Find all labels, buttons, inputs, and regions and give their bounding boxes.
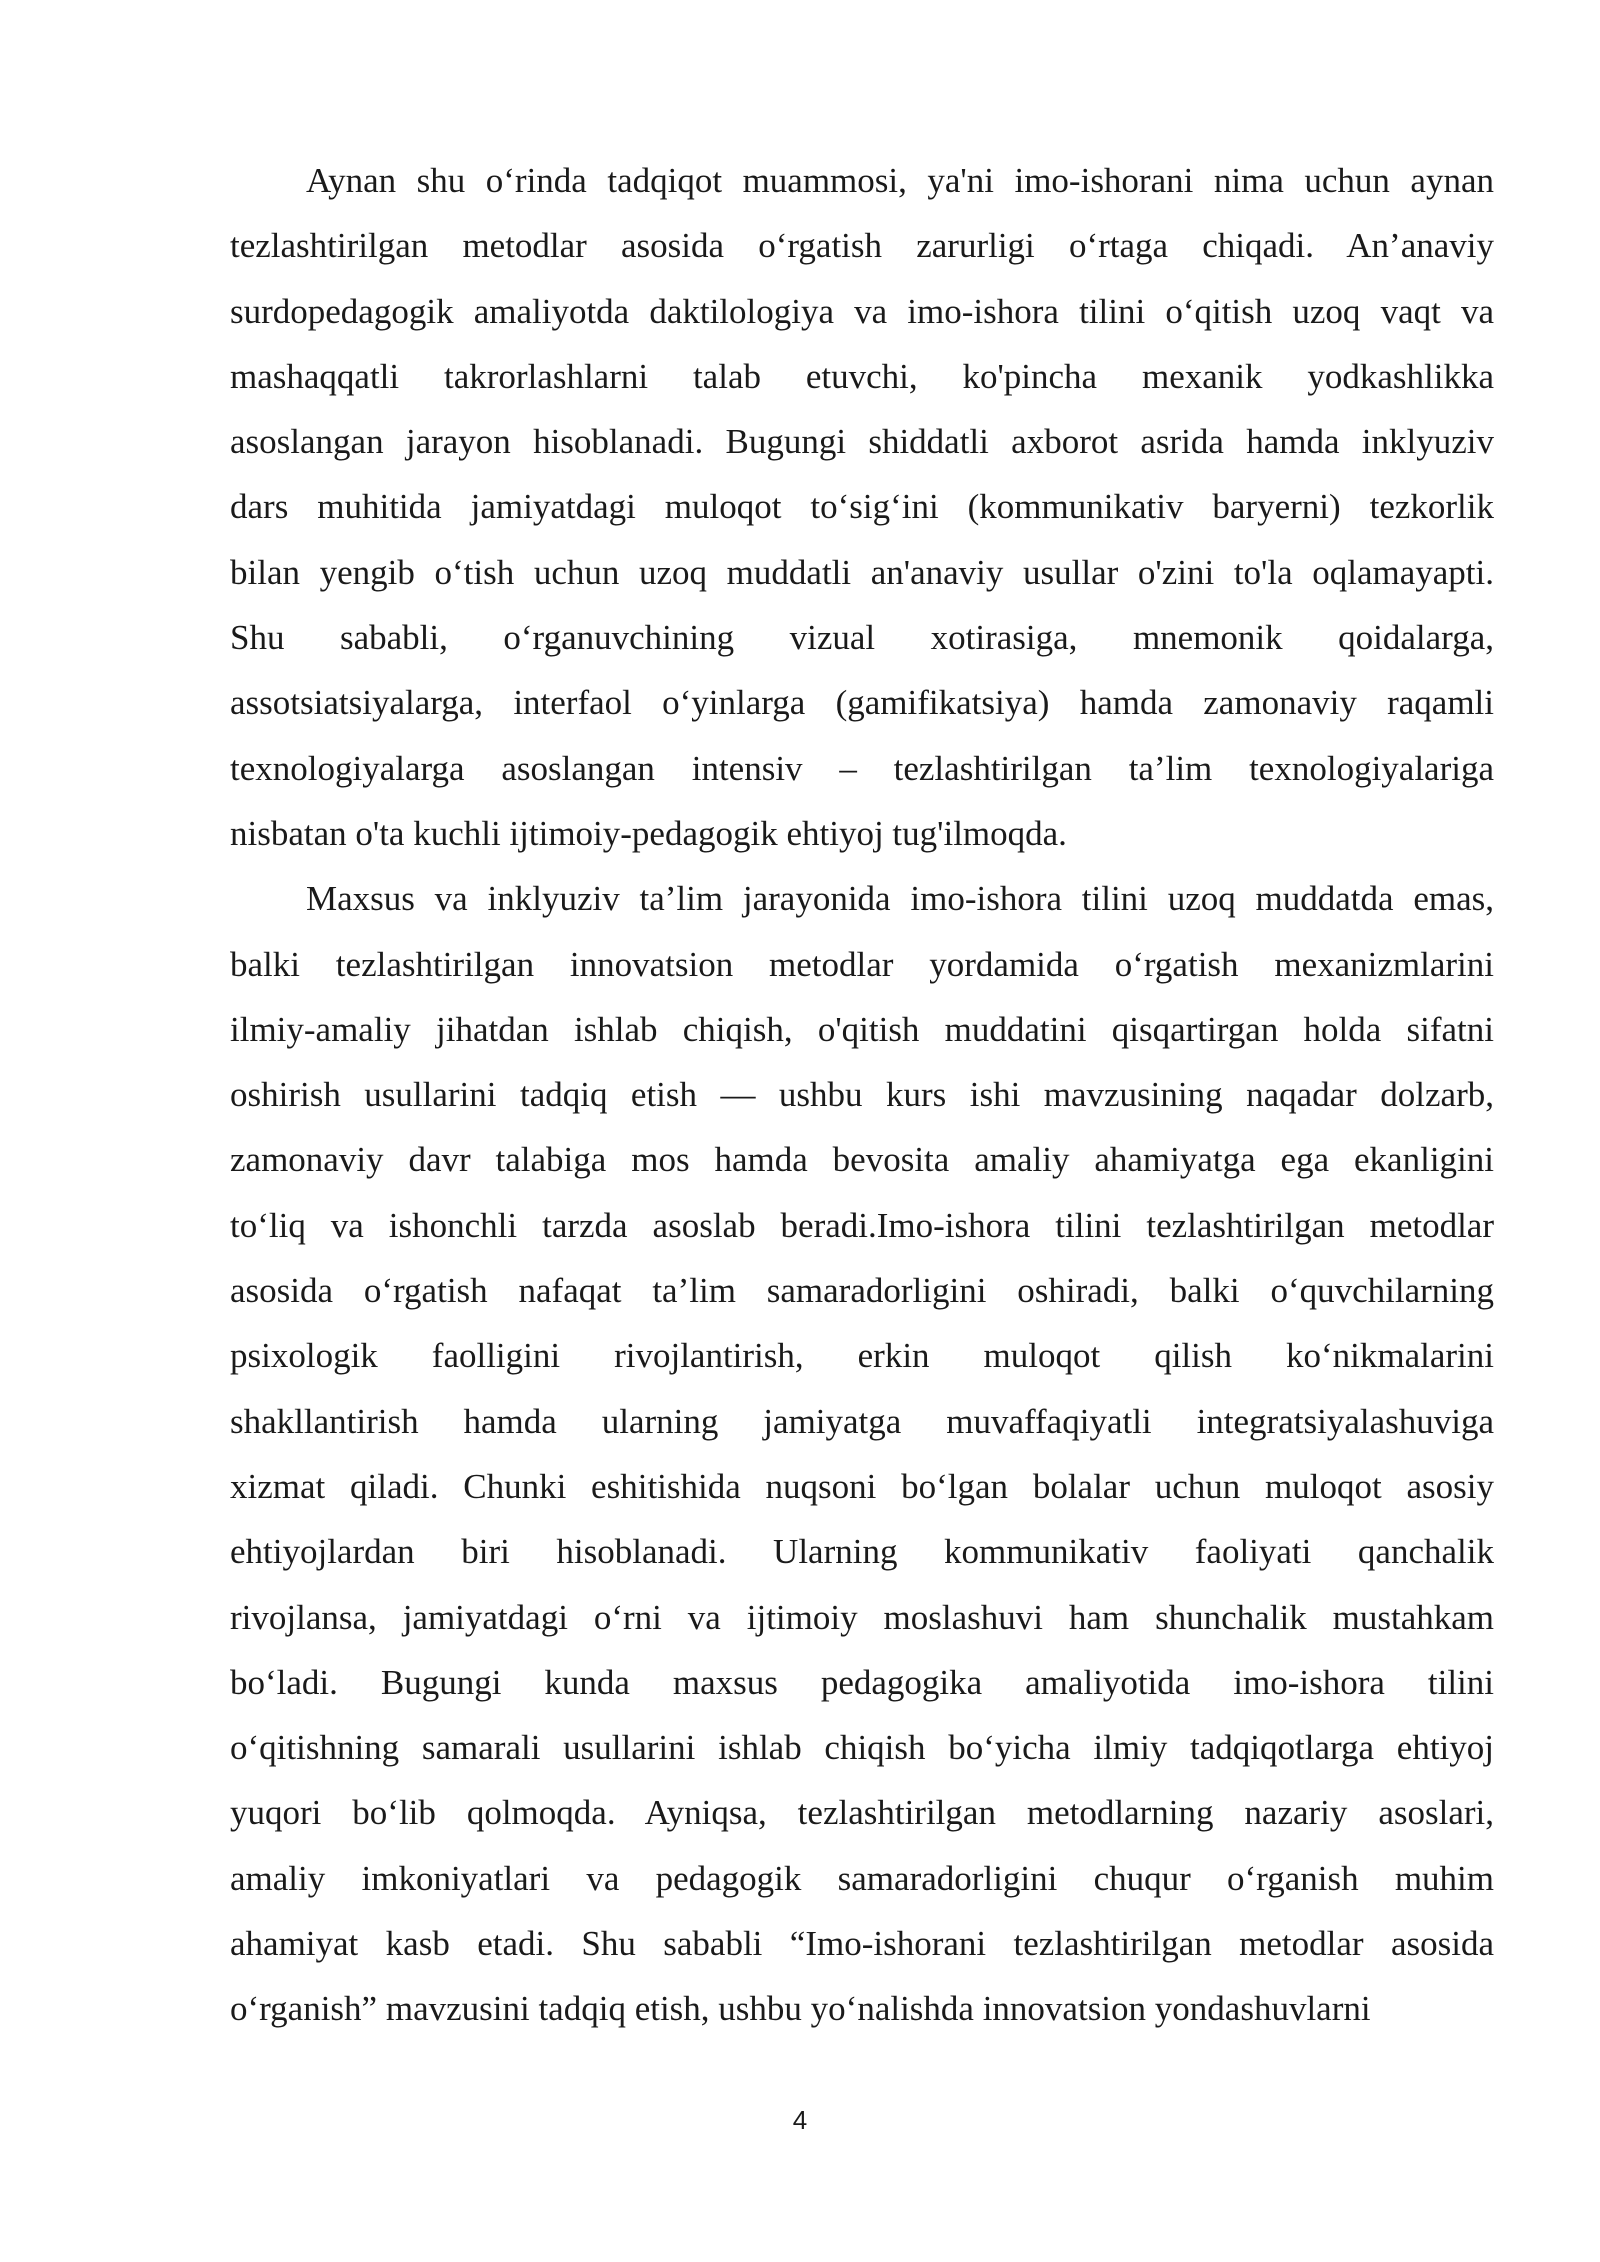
text-line: asosida o‘rgatish nafaqat ta’lim samaradorligini oshiradi, balki o‘quvchilarning bbox=[230, 1271, 1494, 1311]
text-line: surdopedagogik amaliyotda daktilologiya va imo-ishora tilini o‘qitish uzoq vaqt va bbox=[230, 291, 1494, 331]
body-text bbox=[230, 148, 1494, 2042]
text-line: rivojlansa, jamiyatdagi o‘rni va ijtimoiy moslashuvi ham shunchalik mustahkam bbox=[230, 1597, 1494, 1637]
text-line: amaliy imkoniyatlari va pedagogik samaradorligini chuqur o‘rganish muhim bbox=[230, 1858, 1494, 1898]
text-line: shakllantirish hamda ularning jamiyatga muvaffaqiyatli integratsiyalashuviga bbox=[230, 1401, 1494, 1441]
text-line: o‘qitishning samarali usullarini ishlab chiqish bo‘yicha ilmiy tadqiqotlarga ehtiyoj bbox=[230, 1728, 1494, 1768]
text-line: zamonaviy davr talabiga mos hamda bevosita amaliy ahamiyatga ega ekanligini bbox=[230, 1140, 1494, 1180]
text-line: texnologiyalarga asoslangan intensiv – tezlashtirilgan ta’lim texnologiyalariga bbox=[230, 748, 1494, 788]
text-line: Maxsus va inklyuziv ta’lim jarayonida imo-ishora tilini uzoq muddatda emas, bbox=[306, 879, 1494, 919]
text-line: nisbatan o'ta kuchli ijtimoiy-pedagogik ehtiyoj tug'ilmoqda. bbox=[230, 813, 1067, 853]
text-line: ilmiy-amaliy jihatdan ishlab chiqish, o'qitish muddatini qisqartirgan holda sifatni bbox=[230, 1009, 1494, 1049]
text-line: psixologik faolligini rivojlantirish, erkin muloqot qilish ko‘nikmalarini bbox=[230, 1336, 1494, 1376]
text-line: assotsiatsiyalarga, interfaol o‘yinlarga (gamifikatsiya) hamda zamonaviy raqamli bbox=[230, 683, 1494, 723]
text-line: mashaqqatli takrorlashlarni talab etuvchi, ko'pincha mexanik yodkashlikka bbox=[230, 356, 1494, 396]
text-line: Aynan shu o‘rinda tadqiqot muammosi, ya'ni imo-ishorani nima uchun aynan bbox=[306, 161, 1494, 200]
text-line: o‘rganish” mavzusini tadqiq etish, ushbu yo‘nalishda innovatsion yondashuvlarni bbox=[230, 1989, 1371, 2029]
text-line: ahamiyat kasb etadi. Shu sababli “Imo-ishorani tezlashtirilgan metodlar asosida bbox=[230, 1924, 1494, 1964]
text-line: bilan yengib o‘tish uchun uzoq muddatli an'anaviy usullar o'zini to'la oqlamayapti. bbox=[230, 552, 1494, 592]
text-line: Shu sababli, o‘rganuvchining vizual xotirasiga, mnemonik qoidalarga, bbox=[230, 618, 1494, 658]
text-line: tezlashtirilgan metodlar asosida o‘rgatish zarurligi o‘rtaga chiqadi. An’anaviy bbox=[230, 226, 1494, 266]
text-line: dars muhitida jamiyatdagi muloqot to‘sig‘ini (kommunikativ baryerni) tezkorlik bbox=[230, 487, 1494, 527]
text-line: oshirish usullarini tadqiq etish — ushbu kurs ishi mavzusining naqadar dolzarb, bbox=[230, 1075, 1494, 1115]
text-line: asoslangan jarayon hisoblanadi. Bugungi shiddatli axborot asrida hamda inklyuziv bbox=[230, 422, 1494, 462]
paragraph-2 bbox=[230, 866, 1494, 2041]
text-line: to‘liq va ishonchli tarzda asoslab beradi.Imo-ishora tilini tezlashtirilgan metodlar bbox=[230, 1205, 1494, 1245]
text-line: yuqori bo‘lib qolmoqda. Ayniqsa, tezlashtirilgan metodlarning nazariy asoslari, bbox=[230, 1793, 1494, 1833]
text-line: bo‘ladi. Bugungi kunda maxsus pedagogika amaliyotida imo-ishora tilini bbox=[230, 1662, 1494, 1702]
page-number: 4 bbox=[792, 2105, 808, 2135]
text-line: balki tezlashtirilgan innovatsion metodlar yordamida o‘rgatish mexanizmlarini bbox=[230, 944, 1494, 984]
paragraph-1 bbox=[230, 148, 1494, 866]
text-line: ehtiyojlardan biri hisoblanadi. Ularning kommunikativ faoliyati qanchalik bbox=[230, 1532, 1494, 1572]
text-line: xizmat qiladi. Chunki eshitishida nuqsoni bo‘lgan bolalar uchun muloqot asosiy bbox=[230, 1466, 1494, 1506]
